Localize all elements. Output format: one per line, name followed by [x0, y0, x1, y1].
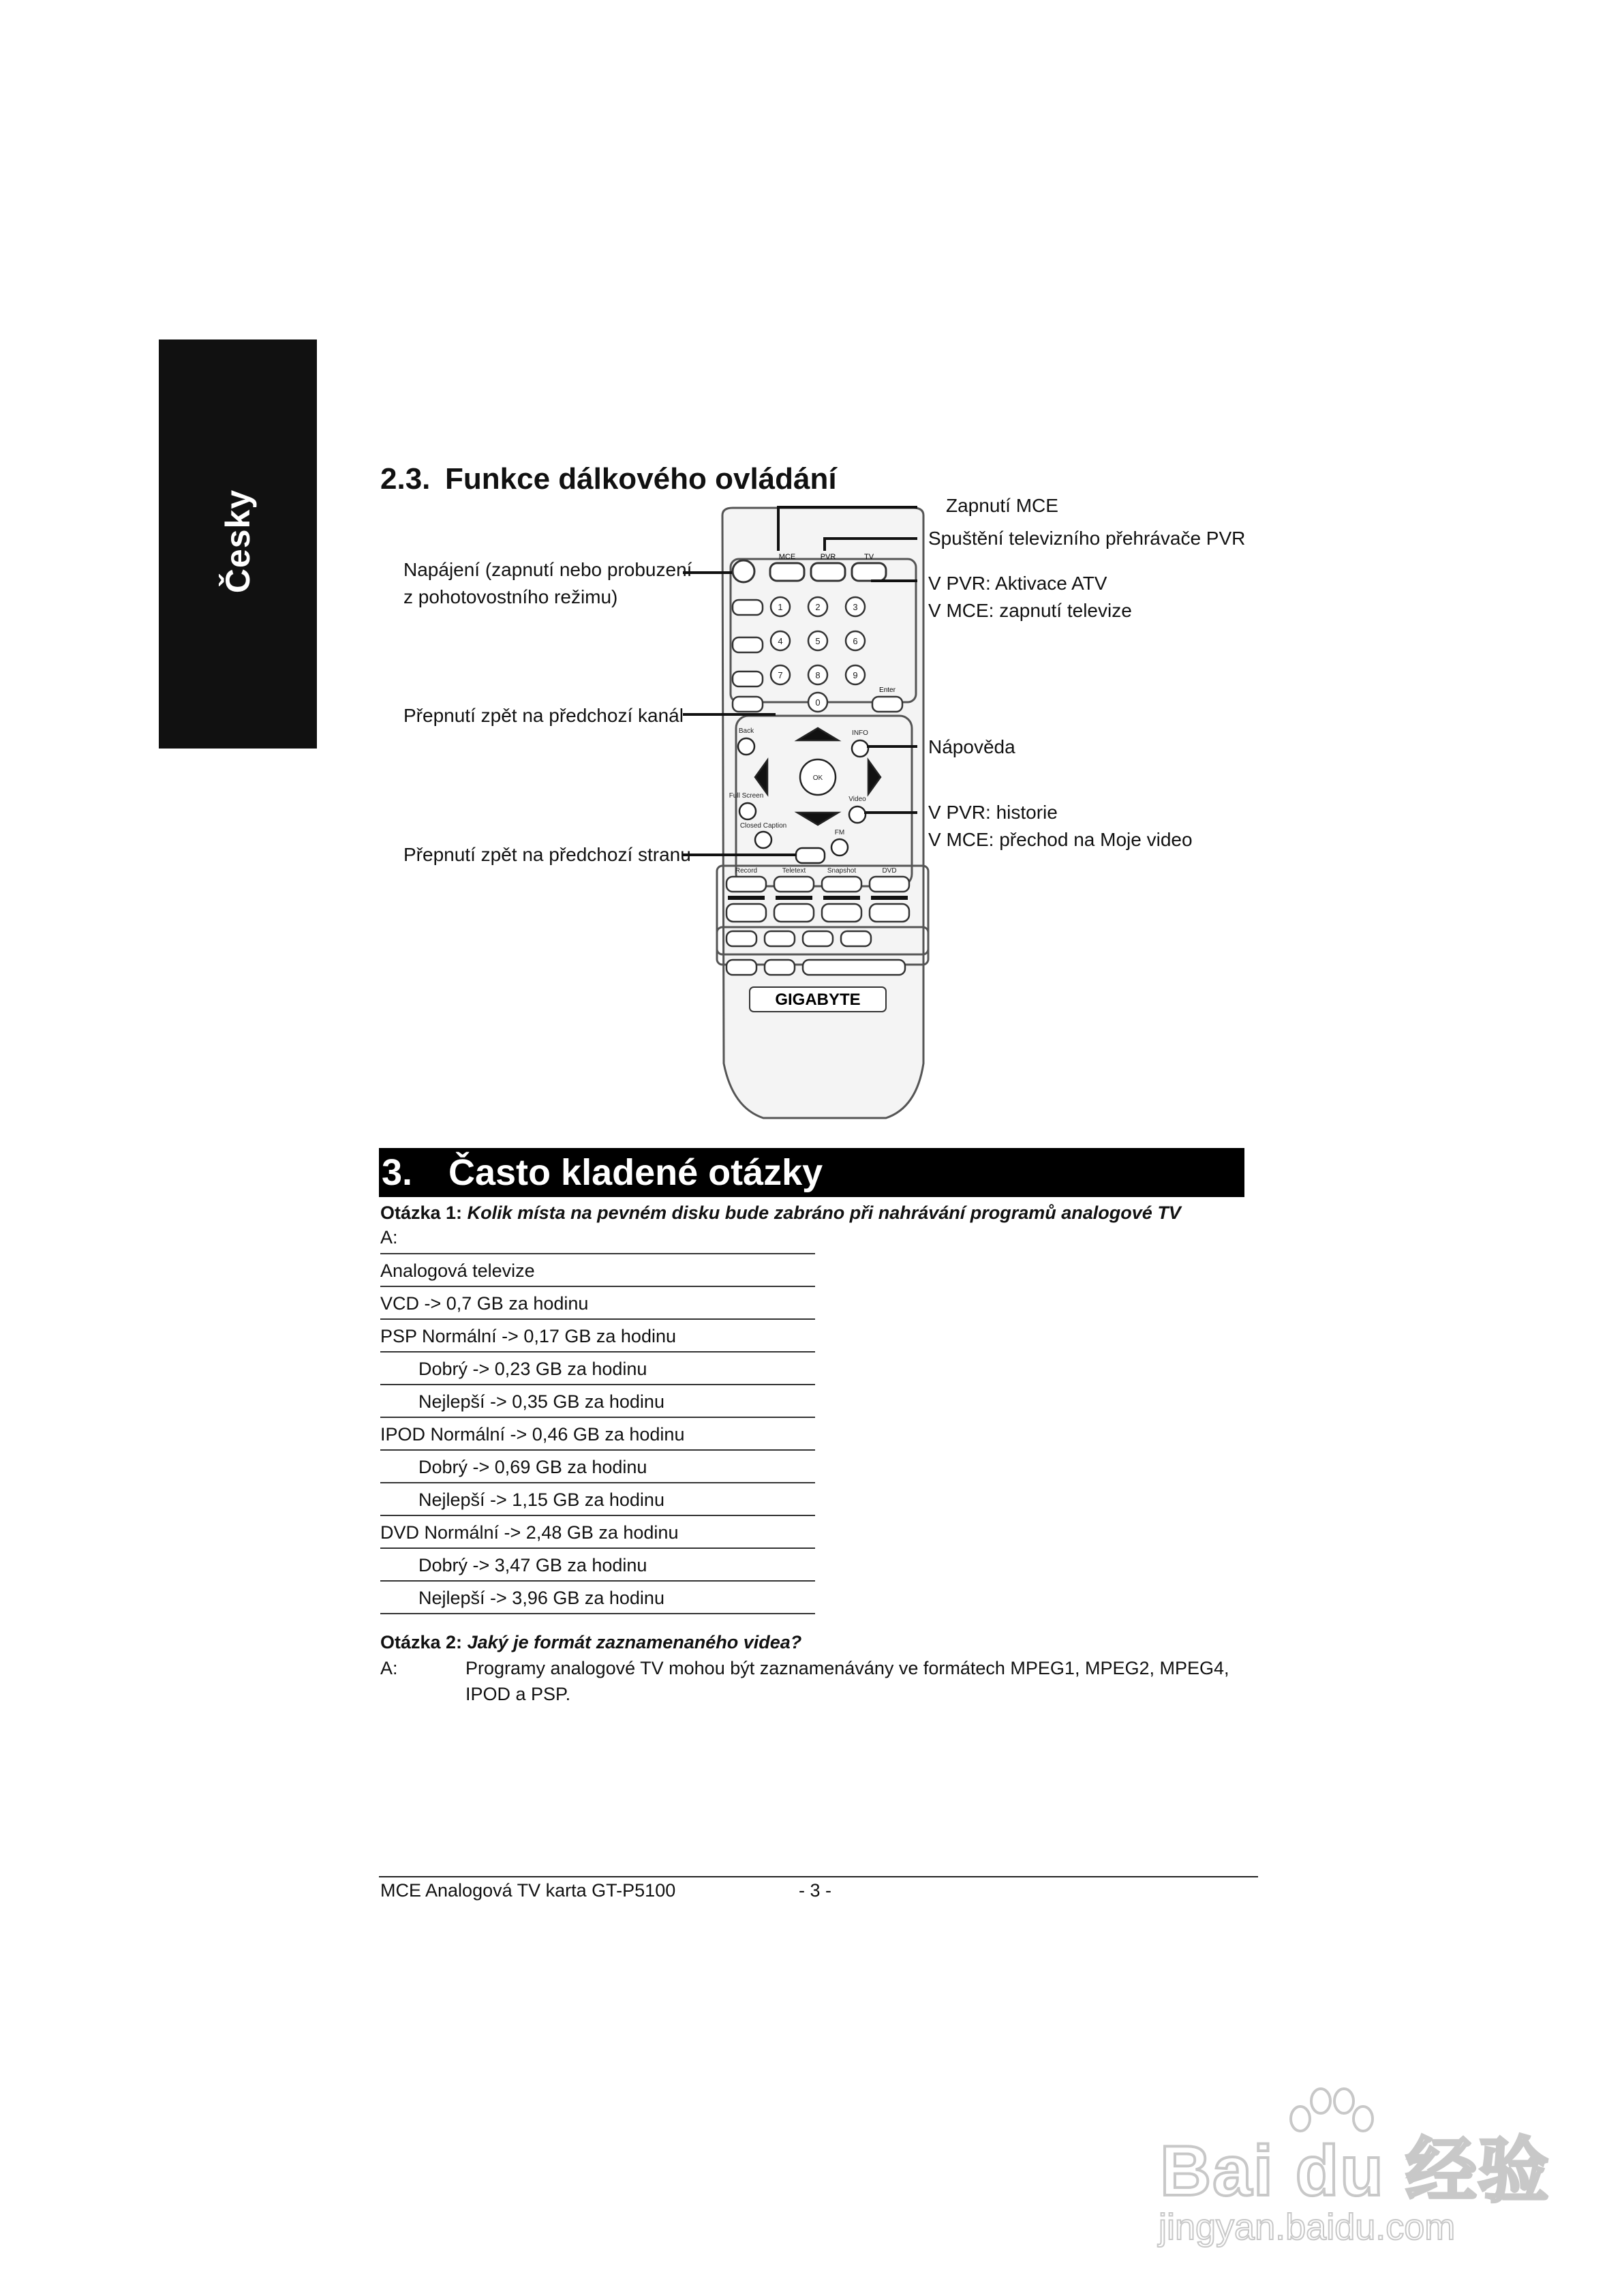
digit-2: 2: [815, 602, 821, 612]
table-row: Nejlepší -> 3,96 GB za hodinu: [380, 1582, 815, 1614]
section-title: Funkce dálkového ovládání: [445, 462, 837, 496]
answer-1-label: A:: [380, 1227, 398, 1248]
section-number: 2.3.: [380, 462, 431, 496]
storage-table: [380, 1253, 815, 1614]
tv-key: [852, 563, 886, 581]
ok-label: OK: [812, 774, 823, 782]
callout-prev-page: Přepnutí zpět na předchozí stranu: [403, 844, 691, 865]
digit-1: 1: [778, 602, 783, 612]
digit-8: 8: [815, 670, 821, 680]
question-1-label: Otázka 1:: [380, 1203, 463, 1223]
key-label-mce: MCE: [778, 553, 796, 561]
table-row: Nejlepší -> 0,35 GB za hodinu: [380, 1385, 815, 1418]
table-row: Nejlepší -> 1,15 GB za hodinu: [380, 1483, 815, 1516]
callout-power-line1: Napájení (zapnutí nebo probuzení: [403, 559, 692, 580]
digit-0: 0: [815, 697, 821, 708]
back-top-label: Back: [738, 727, 754, 735]
callout-history: [928, 799, 1193, 854]
power-key: [733, 560, 754, 582]
video-key: [849, 806, 866, 823]
table-row: Dobrý -> 0,23 GB za hodinu: [380, 1353, 815, 1385]
table-row: VCD -> 0,7 GB za hodinu: [380, 1287, 815, 1320]
pvr-key: [811, 563, 845, 581]
faq-heading: [379, 1148, 1244, 1197]
question-1-text: Kolik místa na pevném disku bude zabráno při nahrávání programů analogové TV: [467, 1203, 1181, 1223]
callout-prev-channel: Přepnutí zpět na předchozí kanál: [403, 705, 684, 726]
dvd-label: DVD: [882, 867, 897, 875]
callout-power-line2: z pohotovostního režimu): [403, 586, 618, 607]
digit-3: 3: [853, 602, 858, 612]
footer-page-number: - 3 -: [799, 1880, 832, 1901]
callout-tv-line2: V MCE: zapnutí televize: [928, 600, 1132, 621]
table-row: PSP Normální -> 0,17 GB za hodinu: [380, 1320, 815, 1353]
footer-rule: [379, 1876, 1258, 1877]
faq-number: 3.: [382, 1152, 413, 1193]
info-label: INFO: [852, 729, 868, 737]
answer-2-label: A:: [380, 1658, 398, 1678]
callout-history-line2: V MCE: přechod na Moje video: [928, 829, 1193, 850]
fm-label: FM: [834, 829, 845, 836]
table-row: IPOD Normální -> 0,46 GB za hodinu: [380, 1418, 815, 1451]
video-label: Video: [848, 796, 866, 803]
callout-tv-line1: V PVR: Aktivace ATV: [928, 573, 1107, 594]
language-tab-label: Česky: [219, 489, 257, 594]
faq-title: Často kladené otázky: [448, 1152, 823, 1193]
digit-9: 9: [853, 670, 858, 680]
fullscreen-label: Full Screen: [729, 792, 764, 800]
table-row: Dobrý -> 3,47 GB za hodinu: [380, 1549, 815, 1582]
watermark-main: Bai du 经验: [1160, 2132, 1550, 2211]
callout-history-line1: V PVR: historie: [928, 802, 1058, 823]
record-label: Record: [735, 867, 758, 875]
cc-label: Closed Caption: [739, 822, 787, 830]
remote-brand: GIGABYTE: [775, 991, 861, 1009]
key-label-tv: TV: [863, 553, 874, 561]
back-key: [796, 848, 825, 863]
footer-product: MCE Analogová TV karta GT-P5100: [380, 1880, 676, 1901]
key-label-pvr: PVR: [820, 553, 836, 561]
table-row: Dobrý -> 0,69 GB za hodinu: [380, 1451, 815, 1483]
digit-6: 6: [853, 636, 858, 646]
watermark-sub: jingyan.baidu.com: [1159, 2207, 1456, 2248]
enter-label: Enter: [879, 686, 896, 694]
callout-power: [403, 556, 692, 611]
digit-5: 5: [815, 636, 821, 646]
question-2-label: Otázka 2:: [380, 1632, 463, 1652]
table-row: Analogová televize: [380, 1253, 815, 1287]
snapshot-label: Snapshot: [827, 867, 857, 875]
callout-tv: [928, 570, 1132, 624]
callout-help: Nápověda: [928, 736, 1015, 757]
question-1: [380, 1203, 1181, 1224]
callout-pvr: Spuštění televizního přehrávače PVR: [928, 528, 1246, 549]
teletext-label: Teletext: [782, 867, 806, 875]
callout-mce: Zapnutí MCE: [946, 495, 1058, 516]
digit-4: 4: [778, 636, 783, 646]
digit-7: 7: [778, 670, 783, 680]
info-key: [852, 740, 868, 757]
question-2-text: Jaký je formát zaznamenaného videa?: [467, 1632, 802, 1652]
baidu-watermark: [1152, 2086, 1550, 2263]
table-row: DVD Normální -> 2,48 GB za hodinu: [380, 1516, 815, 1549]
answer-2-text: Programy analogové TV mohou být zaznamenávány ve formátech MPEG1, MPEG2, MPEG4, IPOD a PSP.: [465, 1658, 1229, 1704]
question-2: [380, 1632, 801, 1653]
mce-key: [770, 563, 804, 581]
